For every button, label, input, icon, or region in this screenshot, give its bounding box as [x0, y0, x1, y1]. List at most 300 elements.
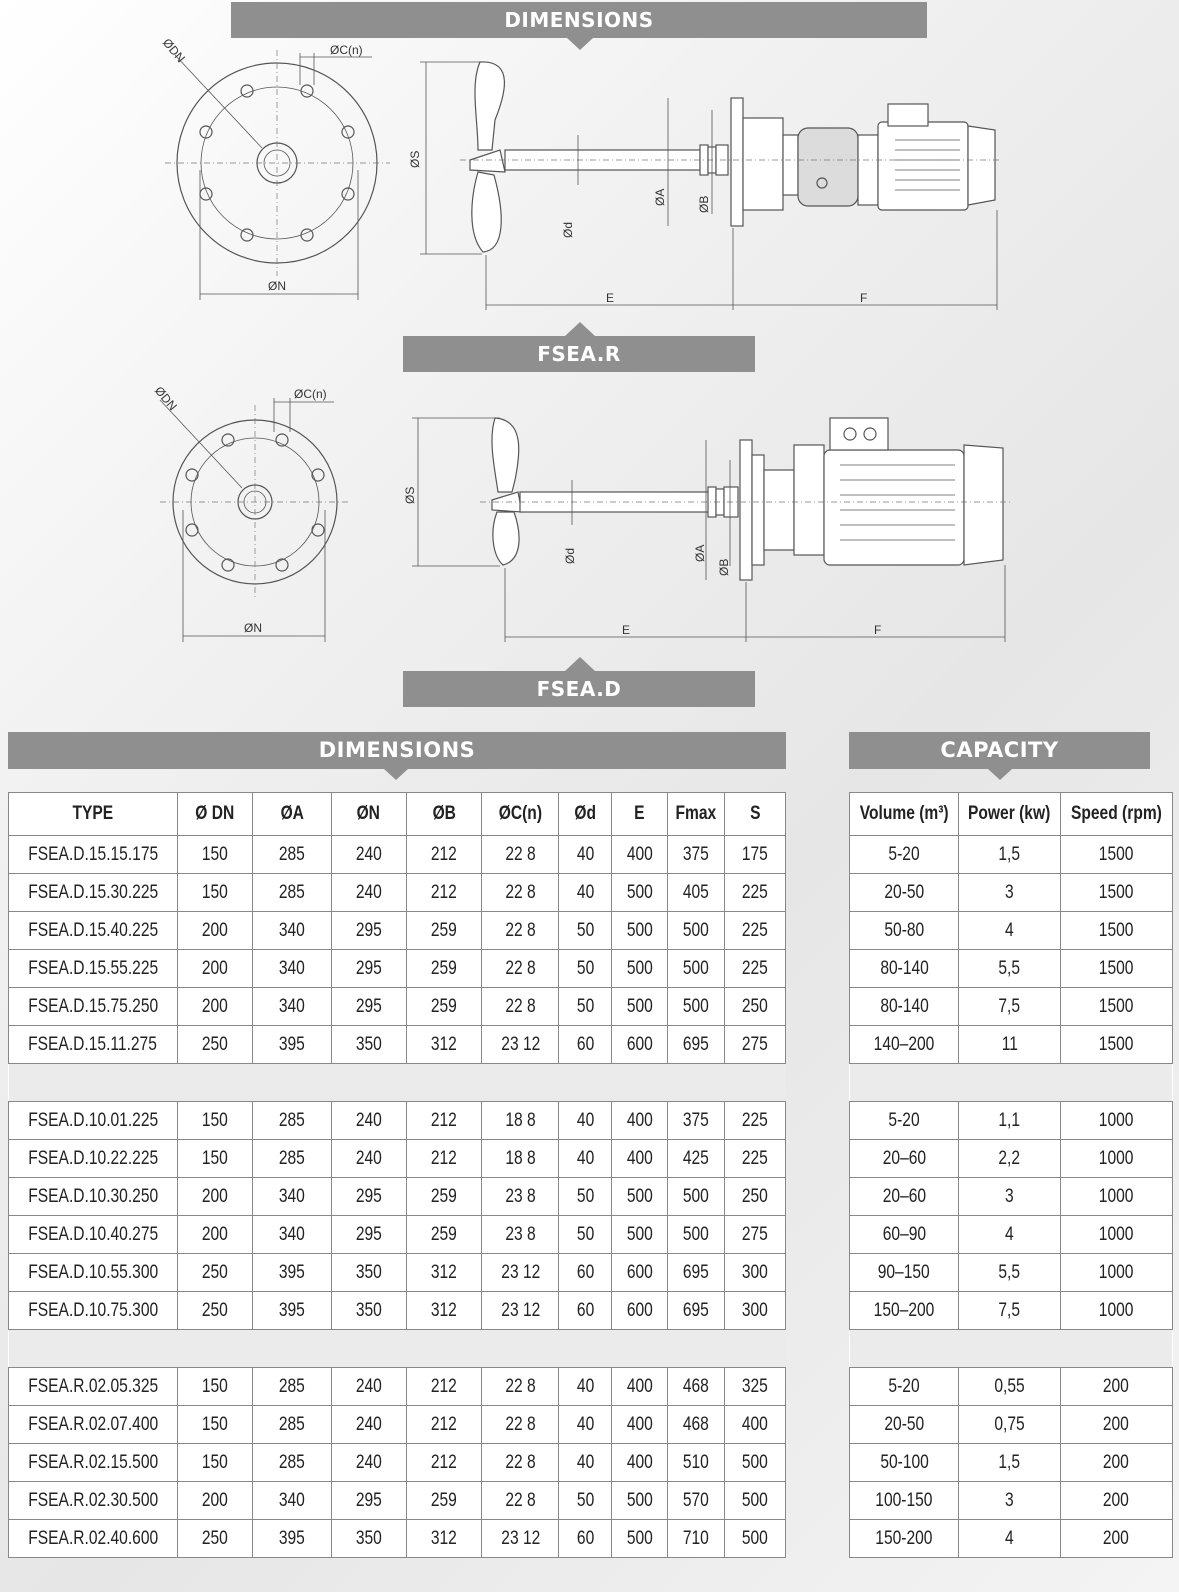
- cell-b: 259: [406, 1482, 482, 1520]
- cell-speed: 200: [1060, 1444, 1172, 1482]
- cell-c: 22 8: [482, 988, 559, 1026]
- cell-e: 400: [612, 1102, 668, 1140]
- cell-n: 240: [331, 1102, 406, 1140]
- cell-b: 212: [406, 836, 482, 874]
- cell-dn: 200: [177, 912, 252, 950]
- cell-speed: 200: [1060, 1482, 1172, 1520]
- fsea-r-side-view: [408, 62, 1000, 310]
- cell-b: 259: [406, 1216, 482, 1254]
- cell-n: 295: [331, 950, 406, 988]
- cell-fmax: 500: [668, 912, 725, 950]
- cell-a: 340: [252, 1482, 331, 1520]
- fsea-r-b-label: ØB: [697, 195, 711, 213]
- cell-b: 212: [406, 1406, 482, 1444]
- dimensions-header-row: [9, 793, 786, 836]
- cell-n: 240: [331, 874, 406, 912]
- cell-a: 340: [252, 1216, 331, 1254]
- cell-n: 295: [331, 1482, 406, 1520]
- table-row: [9, 912, 786, 950]
- fsea-r-e-label: E: [606, 291, 615, 305]
- cell-s: 500: [725, 1520, 786, 1558]
- cell-fmax: 500: [668, 1216, 725, 1254]
- cell-d: 60: [559, 1520, 612, 1558]
- table-row: [9, 1406, 786, 1444]
- header-power: Power (kw): [959, 793, 1060, 836]
- table-row: [850, 988, 1173, 1026]
- cell-e: 400: [612, 1140, 668, 1178]
- cell-a: 395: [252, 1292, 331, 1330]
- cell-s: 275: [725, 1216, 786, 1254]
- header-speed: Speed (rpm): [1060, 793, 1172, 836]
- cell-volume: 5-20: [850, 836, 959, 874]
- cell-fmax: 695: [668, 1254, 725, 1292]
- fsea-d-f-label: F: [874, 623, 882, 637]
- cell-d: 50: [559, 1482, 612, 1520]
- cell-volume: 5-20: [850, 1102, 959, 1140]
- cell-fmax: 375: [668, 1102, 725, 1140]
- header-cn: ØC(n): [482, 793, 559, 836]
- cell-c: 18 8: [482, 1140, 559, 1178]
- header-a: ØA: [252, 793, 331, 836]
- cell-c: 23 12: [482, 1026, 559, 1064]
- capacity-table-notch: [988, 769, 1012, 780]
- cell-d: 60: [559, 1254, 612, 1292]
- table-row: [850, 1520, 1173, 1558]
- cell-s: 500: [725, 1482, 786, 1520]
- cell-s: 225: [725, 1140, 786, 1178]
- header-s: S: [725, 793, 786, 836]
- table-row: [850, 1482, 1173, 1520]
- table-row: [9, 988, 786, 1026]
- cell-s: 175: [725, 836, 786, 874]
- cell-fmax: 710: [668, 1520, 725, 1558]
- group-separator: [9, 1330, 786, 1368]
- cell-n: 295: [331, 912, 406, 950]
- fsea-d-cn-label: ØC(n): [294, 387, 327, 401]
- table-row: [850, 1368, 1173, 1406]
- table-row: [9, 1444, 786, 1482]
- fsea-d-e-label: E: [622, 623, 631, 637]
- cell-e: 500: [612, 1482, 668, 1520]
- cell-type: FSEA.D.10.01.225: [9, 1102, 178, 1140]
- cell-volume: 100-150: [850, 1482, 959, 1520]
- dimensions-table-banner: [8, 732, 786, 769]
- dimensions-table: [8, 792, 786, 1558]
- cell-dn: 150: [177, 1102, 252, 1140]
- capacity-table-banner: [849, 732, 1150, 769]
- cell-power: 1,5: [959, 836, 1060, 874]
- cell-volume: 60–90: [850, 1216, 959, 1254]
- cell-b: 312: [406, 1292, 482, 1330]
- cell-a: 395: [252, 1026, 331, 1064]
- cell-volume: 5-20: [850, 1368, 959, 1406]
- fsea-r-flange-front-view: [160, 36, 390, 300]
- cell-power: 1,1: [959, 1102, 1060, 1140]
- cell-dn: 200: [177, 988, 252, 1026]
- cell-dn: 150: [177, 1444, 252, 1482]
- fsea-r-s-label: ØS: [408, 150, 422, 168]
- cell-a: 285: [252, 836, 331, 874]
- cell-a: 285: [252, 1406, 331, 1444]
- cell-power: 5,5: [959, 950, 1060, 988]
- header-b: ØB: [406, 793, 482, 836]
- cell-speed: 1000: [1060, 1178, 1172, 1216]
- fsea-d-flange-front-view: [152, 384, 350, 642]
- cell-dn: 250: [177, 1254, 252, 1292]
- cell-fmax: 695: [668, 1292, 725, 1330]
- cell-speed: 1500: [1060, 988, 1172, 1026]
- fsea-d-s-label: ØS: [403, 486, 417, 504]
- fsea-d-side-view: [403, 418, 1010, 642]
- cell-power: 0,75: [959, 1406, 1060, 1444]
- cell-d: 40: [559, 1406, 612, 1444]
- cell-power: 0,55: [959, 1368, 1060, 1406]
- cell-n: 350: [331, 1292, 406, 1330]
- cell-e: 500: [612, 950, 668, 988]
- fsea-r-n-label: ØN: [268, 279, 286, 293]
- cell-type: FSEA.R.02.15.500: [9, 1444, 178, 1482]
- cell-n: 295: [331, 1216, 406, 1254]
- cell-dn: 200: [177, 1216, 252, 1254]
- cell-type: FSEA.D.15.15.175: [9, 836, 178, 874]
- cell-b: 259: [406, 1178, 482, 1216]
- fsea-d-d-label: Ød: [563, 547, 577, 564]
- cell-type: FSEA.R.02.40.600: [9, 1520, 178, 1558]
- cell-speed: 1000: [1060, 1216, 1172, 1254]
- cell-type: FSEA.D.10.75.300: [9, 1292, 178, 1330]
- fsea-r-dn-label: ØDN: [159, 35, 188, 66]
- header-n: ØN: [331, 793, 406, 836]
- cell-fmax: 500: [668, 950, 725, 988]
- cell-e: 400: [612, 1444, 668, 1482]
- cell-c: 22 8: [482, 1368, 559, 1406]
- table-row: [850, 1254, 1173, 1292]
- cell-c: 22 8: [482, 950, 559, 988]
- cell-a: 285: [252, 1368, 331, 1406]
- cell-fmax: 695: [668, 1026, 725, 1064]
- cell-n: 350: [331, 1026, 406, 1064]
- table-row: [9, 1520, 786, 1558]
- cell-d: 50: [559, 988, 612, 1026]
- cell-e: 600: [612, 1026, 668, 1064]
- group-separator: [9, 1064, 786, 1102]
- cell-type: FSEA.D.15.55.225: [9, 950, 178, 988]
- cell-volume: 20-50: [850, 1406, 959, 1444]
- cell-s: 400: [725, 1406, 786, 1444]
- cell-type: FSEA.D.10.55.300: [9, 1254, 178, 1292]
- cell-e: 500: [612, 1178, 668, 1216]
- cell-s: 250: [725, 988, 786, 1026]
- fsea-r-d-label: Ød: [561, 221, 575, 238]
- cell-b: 212: [406, 1444, 482, 1482]
- cell-a: 340: [252, 988, 331, 1026]
- cell-dn: 150: [177, 836, 252, 874]
- cell-a: 285: [252, 1102, 331, 1140]
- cell-b: 259: [406, 912, 482, 950]
- fsea-d-b-label: ØB: [717, 558, 731, 576]
- cell-speed: 1000: [1060, 1254, 1172, 1292]
- table-row: [9, 1292, 786, 1330]
- cell-volume: 90–150: [850, 1254, 959, 1292]
- cell-type: FSEA.D.15.30.225: [9, 874, 178, 912]
- capacity-header-row: [850, 793, 1173, 836]
- cell-volume: 150–200: [850, 1292, 959, 1330]
- header-volume: Volume (m³): [850, 793, 959, 836]
- cell-c: 22 8: [482, 836, 559, 874]
- cell-a: 285: [252, 874, 331, 912]
- cell-b: 212: [406, 1140, 482, 1178]
- table-row: [850, 874, 1173, 912]
- cell-speed: 200: [1060, 1368, 1172, 1406]
- fsea-d-banner: [403, 671, 755, 707]
- cell-c: 18 8: [482, 1102, 559, 1140]
- cell-dn: 150: [177, 1406, 252, 1444]
- cell-speed: 1500: [1060, 950, 1172, 988]
- fsea-d-n-label: ØN: [244, 621, 262, 635]
- cell-type: FSEA.D.15.75.250: [9, 988, 178, 1026]
- cell-fmax: 375: [668, 836, 725, 874]
- cell-n: 350: [331, 1254, 406, 1292]
- cell-fmax: 425: [668, 1140, 725, 1178]
- top-dimensions-banner-text: DIMENSIONS: [504, 8, 654, 32]
- cell-power: 7,5: [959, 1292, 1060, 1330]
- cell-n: 240: [331, 1406, 406, 1444]
- cell-a: 285: [252, 1140, 331, 1178]
- cell-dn: 200: [177, 1178, 252, 1216]
- fsea-d-banner-text: FSEA.D: [536, 677, 622, 701]
- table-row: [850, 912, 1173, 950]
- table-row: [850, 950, 1173, 988]
- cell-s: 325: [725, 1368, 786, 1406]
- cell-dn: 150: [177, 1140, 252, 1178]
- cell-type: FSEA.D.15.40.225: [9, 912, 178, 950]
- cell-c: 22 8: [482, 912, 559, 950]
- group-separator: [850, 1064, 1173, 1102]
- table-row: [9, 1482, 786, 1520]
- cell-speed: 1500: [1060, 912, 1172, 950]
- table-row: [9, 950, 786, 988]
- cell-fmax: 500: [668, 988, 725, 1026]
- cell-n: 350: [331, 1520, 406, 1558]
- cell-speed: 1500: [1060, 874, 1172, 912]
- cell-c: 23 12: [482, 1292, 559, 1330]
- cell-power: 4: [959, 1216, 1060, 1254]
- cell-speed: 1000: [1060, 1292, 1172, 1330]
- fsea-d-dn-label: ØDN: [151, 383, 180, 414]
- cell-e: 500: [612, 874, 668, 912]
- cell-s: 300: [725, 1254, 786, 1292]
- cell-type: FSEA.R.02.30.500: [9, 1482, 178, 1520]
- cell-type: FSEA.D.10.30.250: [9, 1178, 178, 1216]
- cell-s: 225: [725, 950, 786, 988]
- header-d: Ød: [559, 793, 612, 836]
- capacity-table: [849, 792, 1173, 1558]
- table-row: [9, 1102, 786, 1140]
- cell-dn: 250: [177, 1026, 252, 1064]
- fsea-r-f-label: F: [860, 291, 868, 305]
- cell-power: 3: [959, 1482, 1060, 1520]
- cell-fmax: 468: [668, 1368, 725, 1406]
- cell-speed: 1000: [1060, 1140, 1172, 1178]
- cell-a: 340: [252, 1178, 331, 1216]
- cell-power: 5,5: [959, 1254, 1060, 1292]
- fsea-r-cn-label: ØC(n): [330, 43, 363, 57]
- cell-e: 600: [612, 1254, 668, 1292]
- cell-type: FSEA.D.10.22.225: [9, 1140, 178, 1178]
- cell-fmax: 510: [668, 1444, 725, 1482]
- group-separator: [850, 1330, 1173, 1368]
- cell-d: 60: [559, 1026, 612, 1064]
- cell-speed: 1500: [1060, 1026, 1172, 1064]
- header-type: TYPE: [9, 793, 178, 836]
- cell-a: 340: [252, 912, 331, 950]
- cell-dn: 250: [177, 1520, 252, 1558]
- cell-type: FSEA.D.10.40.275: [9, 1216, 178, 1254]
- cell-power: 3: [959, 874, 1060, 912]
- header-fmax: Fmax: [668, 793, 725, 836]
- cell-volume: 50-80: [850, 912, 959, 950]
- table-row: [9, 1216, 786, 1254]
- table-row: [850, 1406, 1173, 1444]
- cell-power: 7,5: [959, 988, 1060, 1026]
- cell-c: 23 12: [482, 1520, 559, 1558]
- cell-d: 60: [559, 1292, 612, 1330]
- cell-n: 295: [331, 988, 406, 1026]
- dimensions-table-notch: [384, 769, 408, 780]
- cell-fmax: 500: [668, 1178, 725, 1216]
- table-row: [9, 1254, 786, 1292]
- cell-d: 50: [559, 950, 612, 988]
- capacity-table-banner-text: CAPACITY: [940, 738, 1059, 762]
- cell-b: 312: [406, 1254, 482, 1292]
- cell-a: 340: [252, 950, 331, 988]
- table-row: [850, 1140, 1173, 1178]
- cell-c: 22 8: [482, 1406, 559, 1444]
- cell-d: 50: [559, 1178, 612, 1216]
- cell-type: FSEA.R.02.07.400: [9, 1406, 178, 1444]
- dimensions-table-banner-text: DIMENSIONS: [318, 738, 476, 762]
- table-row: [850, 1444, 1173, 1482]
- cell-volume: 20–60: [850, 1140, 959, 1178]
- cell-b: 259: [406, 950, 482, 988]
- fsea-r-a-label: ØA: [653, 188, 667, 206]
- cell-b: 212: [406, 874, 482, 912]
- cell-dn: 200: [177, 1482, 252, 1520]
- cell-d: 50: [559, 1216, 612, 1254]
- cell-speed: 1500: [1060, 836, 1172, 874]
- cell-e: 400: [612, 836, 668, 874]
- cell-d: 50: [559, 912, 612, 950]
- table-row: [9, 1368, 786, 1406]
- cell-power: 1,5: [959, 1444, 1060, 1482]
- cell-e: 600: [612, 1292, 668, 1330]
- cell-dn: 150: [177, 1368, 252, 1406]
- cell-fmax: 570: [668, 1482, 725, 1520]
- cell-e: 400: [612, 1368, 668, 1406]
- cell-power: 3: [959, 1178, 1060, 1216]
- cell-type: FSEA.R.02.05.325: [9, 1368, 178, 1406]
- cell-d: 40: [559, 874, 612, 912]
- cell-s: 225: [725, 1102, 786, 1140]
- fsea-d-a-label: ØA: [693, 544, 707, 562]
- cell-d: 40: [559, 1102, 612, 1140]
- cell-e: 400: [612, 1406, 668, 1444]
- cell-s: 500: [725, 1444, 786, 1482]
- fsea-d-notch: [565, 657, 595, 671]
- cell-volume: 20–60: [850, 1178, 959, 1216]
- header-dn: Ø DN: [177, 793, 252, 836]
- cell-b: 312: [406, 1026, 482, 1064]
- table-row: [850, 1178, 1173, 1216]
- cell-b: 312: [406, 1520, 482, 1558]
- table-row: [9, 1178, 786, 1216]
- cell-n: 240: [331, 836, 406, 874]
- cell-a: 395: [252, 1254, 331, 1292]
- table-row: [850, 1026, 1173, 1064]
- table-row: [850, 1102, 1173, 1140]
- cell-e: 500: [612, 1520, 668, 1558]
- cell-fmax: 405: [668, 874, 725, 912]
- cell-s: 225: [725, 874, 786, 912]
- table-row: [9, 1026, 786, 1064]
- cell-volume: 20-50: [850, 874, 959, 912]
- cell-power: 11: [959, 1026, 1060, 1064]
- cell-c: 23 8: [482, 1178, 559, 1216]
- cell-d: 40: [559, 1444, 612, 1482]
- table-row: [850, 836, 1173, 874]
- cell-d: 40: [559, 1368, 612, 1406]
- table-row: [9, 1140, 786, 1178]
- fsea-r-banner: [403, 336, 755, 372]
- cell-n: 240: [331, 1368, 406, 1406]
- cell-a: 285: [252, 1444, 331, 1482]
- cell-volume: 150-200: [850, 1520, 959, 1558]
- cell-c: 23 8: [482, 1216, 559, 1254]
- cell-dn: 150: [177, 874, 252, 912]
- cell-volume: 50-100: [850, 1444, 959, 1482]
- table-row: [9, 874, 786, 912]
- header-e: E: [612, 793, 668, 836]
- cell-c: 22 8: [482, 1444, 559, 1482]
- cell-volume: 80-140: [850, 988, 959, 1026]
- cell-s: 250: [725, 1178, 786, 1216]
- table-row: [850, 1292, 1173, 1330]
- cell-n: 295: [331, 1178, 406, 1216]
- cell-n: 240: [331, 1140, 406, 1178]
- cell-type: FSEA.D.15.11.275: [9, 1026, 178, 1064]
- cell-dn: 200: [177, 950, 252, 988]
- cell-speed: 200: [1060, 1406, 1172, 1444]
- cell-dn: 250: [177, 1292, 252, 1330]
- cell-e: 500: [612, 1216, 668, 1254]
- table-row: [9, 836, 786, 874]
- cell-d: 40: [559, 1140, 612, 1178]
- cell-b: 212: [406, 1102, 482, 1140]
- cell-power: 2,2: [959, 1140, 1060, 1178]
- cell-volume: 140–200: [850, 1026, 959, 1064]
- cell-fmax: 468: [668, 1406, 725, 1444]
- fsea-r-banner-text: FSEA.R: [537, 342, 621, 366]
- cell-c: 22 8: [482, 1482, 559, 1520]
- cell-b: 259: [406, 988, 482, 1026]
- cell-volume: 80-140: [850, 950, 959, 988]
- cell-power: 4: [959, 912, 1060, 950]
- fsea-r-notch: [565, 322, 595, 336]
- cell-speed: 200: [1060, 1520, 1172, 1558]
- cell-d: 40: [559, 836, 612, 874]
- cell-b: 212: [406, 1368, 482, 1406]
- cell-s: 275: [725, 1026, 786, 1064]
